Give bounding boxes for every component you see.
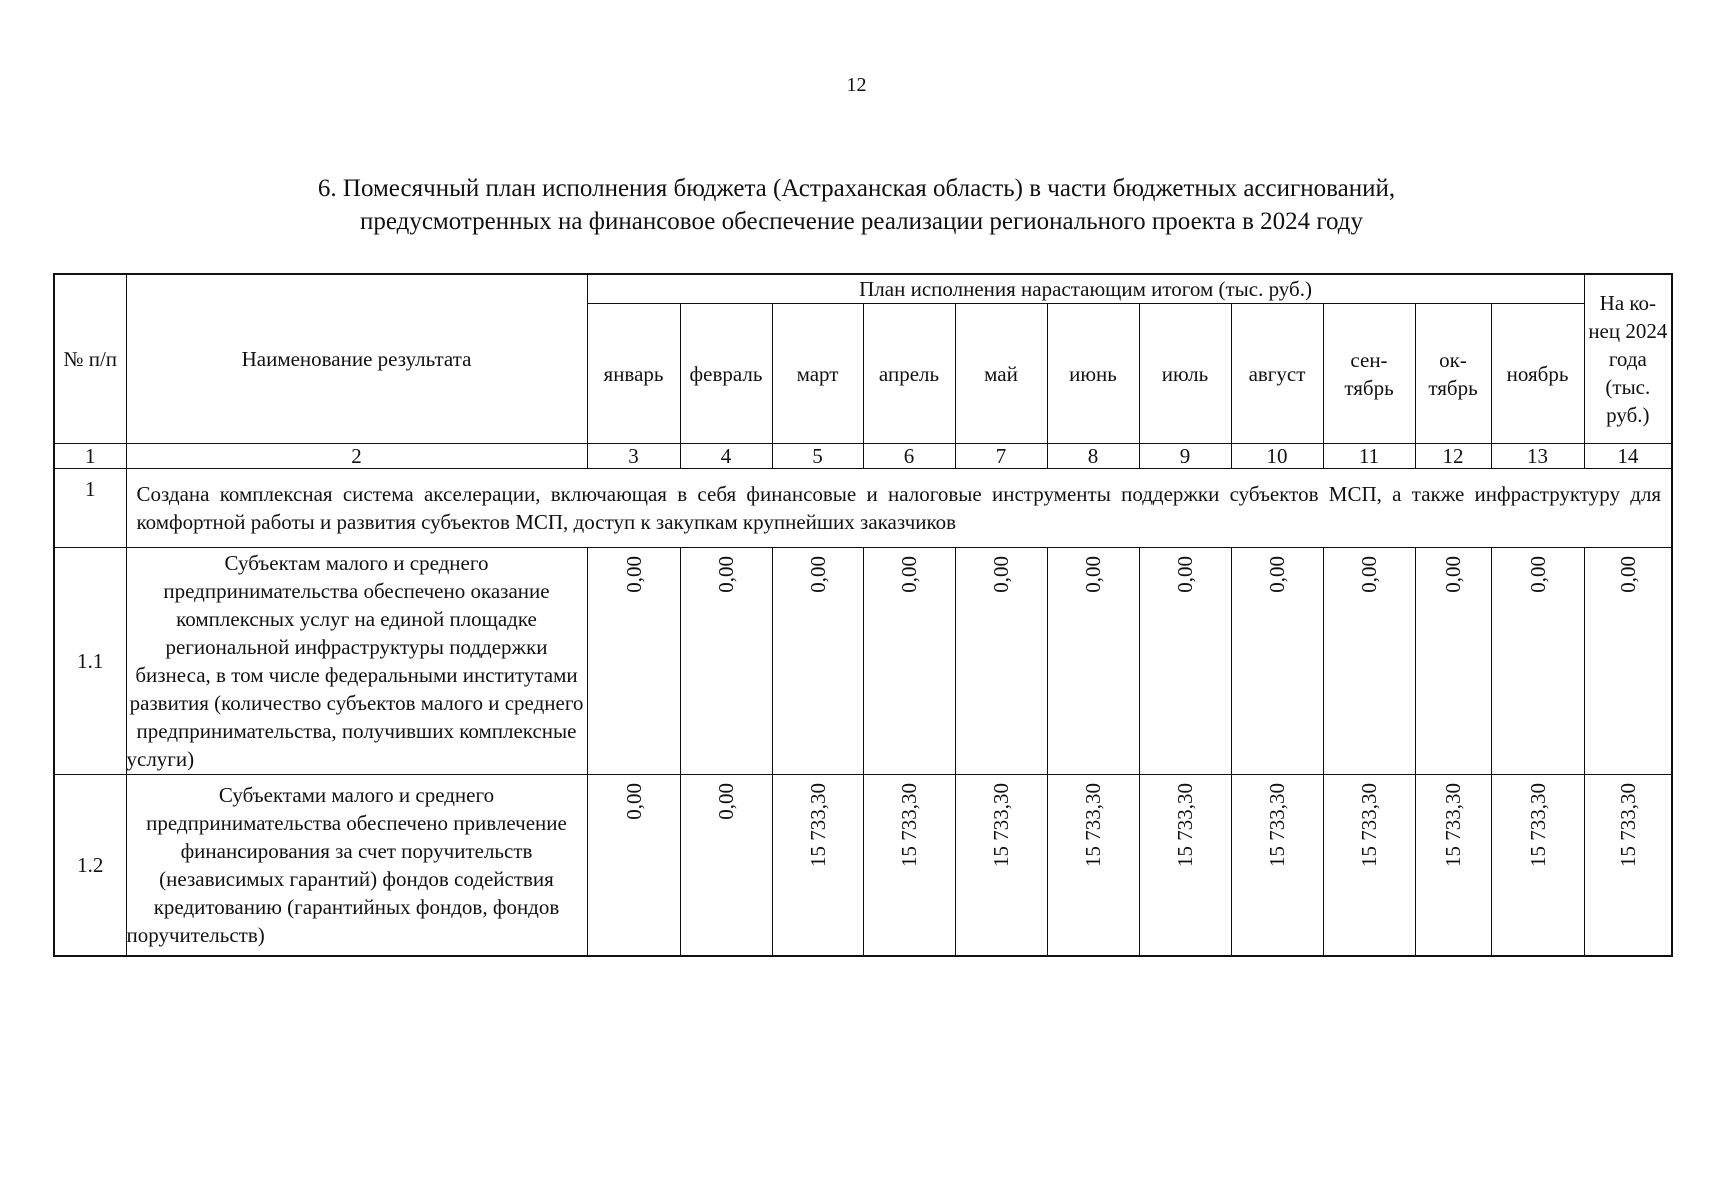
value-cell [587,775,680,957]
value-cell [1231,548,1323,775]
table-row [54,775,1672,957]
row-num: 1.2 [54,775,126,957]
column-index: 6 [863,444,955,469]
row-name: Субъектами малого и среднего предпринимательства обеспечено привлечение финансирования за счет поручительств (независимых гарантий) фондов содействия кредитованию (гарантийных фондов, фондов поручительств) [126,775,587,957]
header-month: январь [587,304,680,444]
value-text: 0,00 [1525,556,1550,593]
value-text: 0,00 [1615,556,1640,593]
title-line-1: 6. Помесячный план исполнения бюджета (Астраханская область) в части бюджетных ассигнований, [317,175,1396,202]
value-cell [680,548,772,775]
value-text: 0,00 [1173,556,1197,593]
column-index-row [54,444,1672,469]
value-text: 0,00 [1265,556,1289,593]
value-cell [772,548,863,775]
row-num: 1.1 [54,548,126,775]
column-index: 13 [1491,444,1584,469]
value-text: 15 733,30 [989,783,1013,867]
page-number: 12 [846,74,867,96]
value-cell [1231,775,1323,957]
header-plan-group: План исполнения нарастающим итогом (тыс. руб.) [587,274,1584,304]
value-cell [1323,548,1415,775]
column-index: 10 [1231,444,1323,469]
value-cell [955,548,1047,775]
value-text: 0,00 [714,783,738,820]
value-cell [1584,548,1672,775]
header-month: май [955,304,1047,444]
value-cell [1139,775,1231,957]
section-text: Создана комплексная система акселерации, включающая в себя финансовые и налоговые инструменты поддержки субъектов МСП, а также инфраструктуру для комфортной работы и развития субъектов МСП, доступ к закупкам крупнейших заказчиков [126,469,1672,548]
header-month: июль [1139,304,1231,444]
header-month: апрель [863,304,955,444]
value-text: 15 733,30 [897,783,921,867]
value-text: 0,00 [897,556,921,593]
value-text: 15 733,30 [1441,783,1465,867]
header-month: август [1231,304,1323,444]
column-index: 4 [680,444,772,469]
column-index: 1 [54,444,126,469]
header-month: февраль [680,304,772,444]
column-index: 9 [1139,444,1231,469]
value-cell [1047,775,1139,957]
value-cell [1323,775,1415,957]
header-name: Наименование результата [126,274,587,444]
column-index: 12 [1415,444,1491,469]
title-line-2: предусмотренных на финансовое обеспечение реализации регионального проекта в 2024 году [359,208,1364,235]
column-index: 11 [1323,444,1415,469]
value-text: 0,00 [989,556,1013,593]
header-month: ноябрь [1491,304,1584,444]
column-index: 2 [126,444,587,469]
header-month: сен- тябрь [1323,304,1415,444]
section-row [54,469,1672,548]
value-text: 0,00 [1357,556,1381,593]
value-cell [680,775,772,957]
value-text: 0,00 [1081,556,1105,593]
header-end-of-year: На ко- нец 2024 года (тыс. руб.) [1584,274,1672,444]
value-text: 0,00 [805,556,830,593]
value-cell [1491,775,1584,957]
column-index: 7 [955,444,1047,469]
value-text: 15 733,30 [1525,783,1550,867]
header-row-1 [54,274,1672,304]
value-text: 15 733,30 [805,783,830,867]
value-text: 0,00 [621,783,646,820]
value-cell [772,775,863,957]
value-text: 0,00 [1441,556,1465,593]
header-month: ок- тябрь [1415,304,1491,444]
column-index: 5 [772,444,863,469]
value-text: 0,00 [714,556,738,593]
budget-plan-table [53,273,1673,957]
value-cell [1415,775,1491,957]
section-num: 1 [54,469,126,548]
header-month: июнь [1047,304,1139,444]
value-text: 15 733,30 [1615,783,1640,867]
table-row [54,548,1672,775]
column-index: 8 [1047,444,1139,469]
header-num: № п/п [54,274,126,444]
value-text: 15 733,30 [1081,783,1105,867]
value-cell [1491,548,1584,775]
value-cell [955,775,1047,957]
value-text: 15 733,30 [1173,783,1197,867]
row-name: Субъектам малого и среднего предпринимательства обеспечено оказание комплексных услуг на единой площадке региональной инфраструктуры поддержки бизнеса, в том числе федеральными институтами развития (количество субъектов малого и среднего предпринимательства, получивших комплексные услуги) [126,548,587,775]
value-cell [587,548,680,775]
value-text: 15 733,30 [1357,783,1381,867]
value-cell [1415,548,1491,775]
value-cell [1584,775,1672,957]
value-cell [1139,548,1231,775]
column-index: 3 [587,444,680,469]
value-cell [863,548,955,775]
value-cell [863,775,955,957]
value-text: 0,00 [621,556,646,593]
column-index: 14 [1584,444,1672,469]
document-title [0,172,1713,238]
value-cell [1047,548,1139,775]
header-month: март [772,304,863,444]
value-text: 15 733,30 [1265,783,1289,867]
